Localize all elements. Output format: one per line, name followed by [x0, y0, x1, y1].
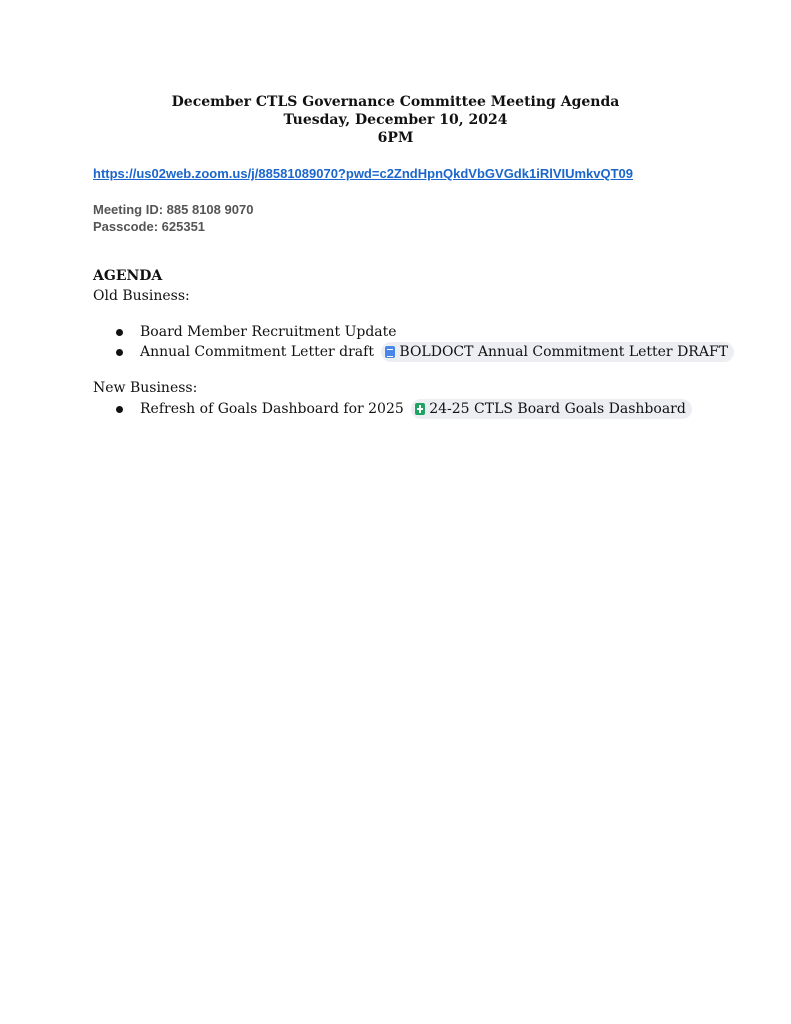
sheet-smart-chip[interactable] [411, 399, 692, 419]
list-item-text: Annual Commitment Letter draft [140, 344, 374, 360]
old-business-list [113, 322, 734, 362]
chip-label: BOLDOCT Annual Commitment Letter DRAFT [399, 344, 729, 360]
list-item-text: Refresh of Goals Dashboard for 2025 [140, 401, 404, 417]
google-sheets-icon [415, 403, 425, 415]
google-docs-icon [385, 346, 395, 358]
agenda-heading: AGENDA [93, 268, 163, 284]
agenda-header [0, 93, 791, 147]
meeting-time: 6PM [377, 130, 414, 146]
list-item [113, 322, 734, 342]
old-business-label: Old Business: [93, 288, 190, 304]
list-item [113, 342, 734, 362]
meeting-credentials [93, 201, 253, 235]
list-item [113, 399, 692, 419]
document-title: December CTLS Governance Committee Meeting Agenda [171, 94, 620, 110]
meeting-id: Meeting ID: 885 8108 9070 [93, 202, 254, 217]
zoom-meeting-link[interactable]: https://us02web.zoom.us/j/88581089070?pwd=c2ZndHpnQkdVbGVGdk1iRlVIUmkvQT09 [93, 166, 634, 181]
doc-smart-chip[interactable] [381, 342, 734, 362]
new-business-list [113, 399, 692, 419]
chip-label: 24-25 CTLS Board Goals Dashboard [429, 401, 686, 417]
passcode: Passcode: 625351 [93, 219, 206, 234]
meeting-date: Tuesday, December 10, 2024 [283, 112, 508, 128]
new-business-label: New Business: [93, 380, 198, 396]
list-item-text: Board Member Recruitment Update [140, 324, 397, 340]
